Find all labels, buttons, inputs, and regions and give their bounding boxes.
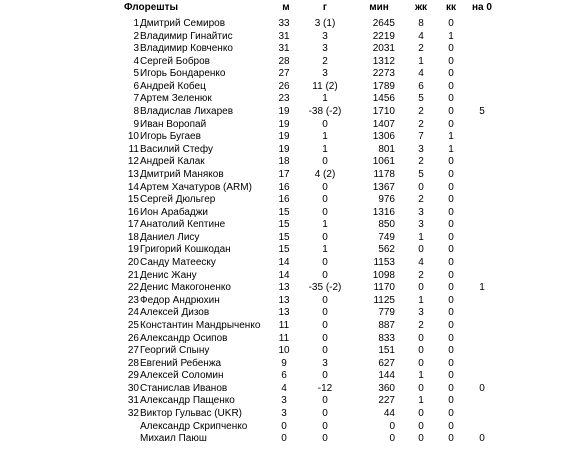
red-cards-cell: 0 <box>448 370 454 382</box>
player-name: Виктор Гульвас (UKR) <box>140 407 242 419</box>
yellow-cards-cell: 6 <box>418 80 424 92</box>
row-number: 14 <box>127 181 139 193</box>
row-number: 13 <box>127 168 139 180</box>
matches-cell: 4 <box>281 382 287 394</box>
yellow-cards-cell: 4 <box>418 257 424 269</box>
player-name: Александр Пащенко <box>140 395 235 407</box>
red-cards-cell: 0 <box>448 244 454 256</box>
matches-cell: 6 <box>281 370 287 382</box>
row-number: 15 <box>127 194 139 206</box>
player-name: Михаил Паюш <box>140 433 207 445</box>
yellow-cards-cell: 3 <box>418 219 424 231</box>
yellow-cards-cell: 1 <box>418 370 424 382</box>
yellow-cards-cell: 1 <box>418 231 424 243</box>
goals-cell: -38 (-2) <box>308 106 342 118</box>
goals-cell: 0 <box>322 407 328 419</box>
row-number: 11 <box>128 143 139 155</box>
minutes-cell: 1456 <box>372 93 395 105</box>
player-name: Сергей Бобров <box>140 55 210 67</box>
player-name: Евгений Ребенжа <box>140 357 222 369</box>
yellow-cards-cell: 2 <box>418 269 424 281</box>
red-cards-cell: 0 <box>448 80 454 92</box>
matches-cell: 13 <box>278 294 290 306</box>
table-row <box>0 243 580 256</box>
yellow-cards-cell: 4 <box>418 68 424 80</box>
minutes-cell: 779 <box>378 307 395 319</box>
header-red-cards: кк <box>445 2 456 13</box>
goals-cell: 1 <box>322 131 328 143</box>
red-cards-cell: 0 <box>448 194 454 206</box>
table-row <box>0 306 580 319</box>
yellow-cards-cell: 5 <box>418 168 424 180</box>
minutes-cell: 144 <box>378 370 395 382</box>
matches-cell: 0 <box>281 420 287 432</box>
red-cards-cell: 1 <box>448 131 454 143</box>
table-row <box>0 332 580 345</box>
goals-cell: 1 <box>322 143 328 155</box>
minutes-cell: 562 <box>378 244 395 256</box>
header-matches: м <box>282 2 290 13</box>
row-number: 4 <box>133 55 139 67</box>
yellow-cards-cell: 2 <box>418 319 424 331</box>
goals-cell: 4 (2) <box>314 168 336 180</box>
yellow-cards-cell: 0 <box>418 282 424 294</box>
row-number: 1 <box>133 18 139 29</box>
player-name: Даниел Лису <box>140 231 200 243</box>
table-row <box>0 105 580 118</box>
player-name: Дмитрий Семиров <box>140 18 226 29</box>
player-name: Андрей Кобец <box>140 80 206 92</box>
clean-sheets-cell: 1 <box>479 282 485 294</box>
goals-cell: 0 <box>322 319 328 331</box>
minutes-cell: 1178 <box>373 168 395 180</box>
minutes-cell: 627 <box>378 357 395 369</box>
row-number: 32 <box>127 407 139 419</box>
table-row <box>0 42 580 55</box>
goals-cell: 3 <box>322 68 328 80</box>
clean-sheets-cell: 0 <box>479 382 485 394</box>
row-number: 22 <box>127 282 139 294</box>
yellow-cards-cell: 2 <box>418 156 424 168</box>
table-header-row <box>0 1 580 14</box>
goals-cell: 3 <box>322 30 328 42</box>
table-row <box>0 30 580 43</box>
header-minutes: мин <box>369 2 389 13</box>
row-number: 5 <box>133 68 139 80</box>
red-cards-cell: 0 <box>448 433 454 445</box>
row-number: 28 <box>127 357 139 369</box>
player-name: Владимир Ковченко <box>140 43 233 55</box>
goals-cell: 1 <box>322 219 328 231</box>
goals-cell: 0 <box>322 257 328 269</box>
matches-cell: 31 <box>278 43 290 55</box>
table-row <box>0 269 580 282</box>
row-number: 18 <box>127 231 139 243</box>
matches-cell: 19 <box>278 118 290 130</box>
table-row <box>0 168 580 181</box>
row-number: 9 <box>133 118 139 130</box>
yellow-cards-cell: 2 <box>418 106 424 118</box>
minutes-cell: 976 <box>378 194 395 206</box>
minutes-cell: 44 <box>383 407 395 419</box>
table-row <box>0 432 580 445</box>
red-cards-cell: 1 <box>448 30 454 42</box>
table-row <box>0 92 580 105</box>
matches-cell: 9 <box>281 357 287 369</box>
goals-cell: 0 <box>322 420 328 432</box>
table-row <box>0 143 580 156</box>
player-name: Владимир Гинайтис <box>140 30 233 42</box>
red-cards-cell: 0 <box>448 395 454 407</box>
matches-cell: 23 <box>278 93 290 105</box>
minutes-cell: 2031 <box>372 43 395 55</box>
player-name: Станислав Иванов <box>140 382 228 394</box>
goals-cell: 0 <box>322 231 328 243</box>
minutes-cell: 1306 <box>372 131 395 143</box>
matches-cell: 17 <box>278 168 290 180</box>
red-cards-cell: 0 <box>448 68 454 80</box>
yellow-cards-cell: 0 <box>418 345 424 357</box>
row-number: 7 <box>133 93 139 105</box>
matches-cell: 19 <box>278 106 290 118</box>
minutes-cell: 2645 <box>372 18 395 29</box>
header-clean-sheets: на 0 <box>472 2 492 13</box>
table-row <box>0 55 580 68</box>
goals-cell: -35 (-2) <box>308 282 342 294</box>
goals-cell: 0 <box>322 345 328 357</box>
yellow-cards-cell: 4 <box>418 30 424 42</box>
matches-cell: 3 <box>281 395 287 407</box>
matches-cell: 16 <box>278 194 290 206</box>
matches-cell: 19 <box>278 143 290 155</box>
goals-cell: 0 <box>322 395 328 407</box>
row-number: 17 <box>127 219 139 231</box>
red-cards-cell: 0 <box>448 93 454 105</box>
player-name: Санду Матееску <box>140 257 216 269</box>
red-cards-cell: 0 <box>448 181 454 193</box>
player-name: Григорий Кошкодан <box>140 244 231 256</box>
header-yellow-cards: жк <box>414 2 428 13</box>
goals-cell: 0 <box>322 181 328 193</box>
table-row <box>0 193 580 206</box>
table-row <box>0 130 580 143</box>
goals-cell: 1 <box>322 244 328 256</box>
player-name: Дмитрий Маняков <box>140 168 224 180</box>
table-row <box>0 17 580 30</box>
goals-cell: 11 (2) <box>312 80 338 92</box>
row-number: 26 <box>127 332 139 344</box>
matches-cell: 3 <box>281 407 287 419</box>
player-name: Константин Мандрыченко <box>140 319 261 331</box>
yellow-cards-cell: 5 <box>418 93 424 105</box>
player-name: Денис Жану <box>140 269 197 281</box>
player-name: Иван Воропай <box>140 118 207 130</box>
row-number: 21 <box>127 269 139 281</box>
row-number: 3 <box>133 43 139 55</box>
table-row <box>0 67 580 80</box>
goals-cell: 0 <box>322 194 328 206</box>
yellow-cards-cell: 3 <box>418 307 424 319</box>
yellow-cards-cell: 0 <box>418 407 424 419</box>
minutes-cell: 1710 <box>372 106 395 118</box>
table-row <box>0 369 580 382</box>
yellow-cards-cell: 2 <box>418 118 424 130</box>
matches-cell: 14 <box>278 269 290 281</box>
goals-cell: 3 <box>322 357 328 369</box>
matches-cell: 10 <box>278 345 290 357</box>
matches-cell: 13 <box>278 307 290 319</box>
table-row <box>0 118 580 131</box>
table-row <box>0 231 580 244</box>
row-number: 27 <box>127 345 139 357</box>
goals-cell: 0 <box>322 332 328 344</box>
goals-cell: 1 <box>322 93 328 105</box>
red-cards-cell: 0 <box>448 307 454 319</box>
red-cards-cell: 0 <box>448 382 454 394</box>
goals-cell: -12 <box>317 382 333 394</box>
red-cards-cell: 0 <box>448 206 454 218</box>
red-cards-cell: 0 <box>448 18 454 29</box>
yellow-cards-cell: 0 <box>418 332 424 344</box>
yellow-cards-cell: 2 <box>418 43 424 55</box>
red-cards-cell: 0 <box>448 55 454 67</box>
matches-cell: 0 <box>281 433 287 445</box>
red-cards-cell: 0 <box>448 231 454 243</box>
goals-cell: 0 <box>322 156 328 168</box>
table-row <box>0 382 580 395</box>
table-row <box>0 319 580 332</box>
player-name: Анатолий Кептине <box>140 219 226 231</box>
matches-cell: 33 <box>278 18 290 29</box>
minutes-cell: 887 <box>378 319 395 331</box>
minutes-cell: 749 <box>378 231 395 243</box>
red-cards-cell: 0 <box>448 168 454 180</box>
minutes-cell: 801 <box>378 143 395 155</box>
goals-cell: 3 (1) <box>314 18 336 29</box>
row-number: 31 <box>127 395 139 407</box>
matches-cell: 16 <box>278 181 290 193</box>
player-name: Игорь Бугаев <box>140 131 201 143</box>
goals-cell: 0 <box>322 307 328 319</box>
goals-cell: 0 <box>322 370 328 382</box>
red-cards-cell: 1 <box>448 143 454 155</box>
red-cards-cell: 0 <box>448 357 454 369</box>
red-cards-cell: 0 <box>448 407 454 419</box>
player-name: Денис Макогоненко <box>140 282 231 294</box>
player-name: Игорь Бондаренко <box>140 68 226 80</box>
table-row <box>0 206 580 219</box>
minutes-cell: 1153 <box>373 257 395 269</box>
red-cards-cell: 0 <box>448 282 454 294</box>
red-cards-cell: 0 <box>448 332 454 344</box>
minutes-cell: 1316 <box>372 206 395 218</box>
row-number: 25 <box>127 319 139 331</box>
goals-cell: 0 <box>322 294 328 306</box>
matches-cell: 26 <box>278 80 290 92</box>
yellow-cards-cell: 1 <box>418 294 424 306</box>
player-name: Алексей Дизов <box>140 307 210 319</box>
minutes-cell: 2219 <box>372 30 395 42</box>
table-row <box>0 294 580 307</box>
table-row <box>0 407 580 420</box>
minutes-cell: 0 <box>389 420 395 432</box>
red-cards-cell: 0 <box>448 345 454 357</box>
goals-cell: 0 <box>322 269 328 281</box>
row-number: 29 <box>127 370 139 382</box>
yellow-cards-cell: 0 <box>418 181 424 193</box>
player-name: Владислав Лихарев <box>140 106 234 118</box>
matches-cell: 14 <box>278 257 290 269</box>
player-name: Георгий Спыну <box>140 345 210 357</box>
player-name: Алексей Соломин <box>140 370 224 382</box>
red-cards-cell: 0 <box>448 43 454 55</box>
row-number: 6 <box>133 80 139 92</box>
red-cards-cell: 0 <box>448 257 454 269</box>
minutes-cell: 1125 <box>373 294 395 306</box>
row-number: 30 <box>127 382 139 394</box>
table-row <box>0 218 580 231</box>
table-row <box>0 155 580 168</box>
player-name: Сергей Дюльгер <box>140 194 216 206</box>
table-row <box>0 80 580 93</box>
yellow-cards-cell: 3 <box>418 143 424 155</box>
matches-cell: 15 <box>278 244 290 256</box>
matches-cell: 18 <box>278 156 290 168</box>
matches-cell: 15 <box>278 206 290 218</box>
row-number: 24 <box>127 307 139 319</box>
row-number: 10 <box>127 131 139 143</box>
yellow-cards-cell: 0 <box>418 382 424 394</box>
clean-sheets-cell: 0 <box>479 433 485 445</box>
yellow-cards-cell: 7 <box>418 131 424 143</box>
minutes-cell: 850 <box>378 219 395 231</box>
red-cards-cell: 0 <box>448 219 454 231</box>
matches-cell: 28 <box>278 55 290 67</box>
goals-cell: 0 <box>322 118 328 130</box>
minutes-cell: 2273 <box>372 68 395 80</box>
table-row <box>0 281 580 294</box>
red-cards-cell: 0 <box>448 106 454 118</box>
goals-cell: 2 <box>322 55 328 67</box>
matches-cell: 11 <box>278 332 290 344</box>
yellow-cards-cell: 2 <box>418 194 424 206</box>
minutes-cell: 1312 <box>372 55 395 67</box>
table-row <box>0 344 580 357</box>
clean-sheets-cell: 5 <box>479 106 485 118</box>
header-goals: г <box>322 2 328 13</box>
yellow-cards-cell: 1 <box>418 55 424 67</box>
minutes-cell: 1098 <box>372 269 395 281</box>
table-row <box>0 420 580 433</box>
row-number: 8 <box>133 106 139 118</box>
player-name: Артем Зеленюк <box>140 93 212 105</box>
yellow-cards-cell: 0 <box>418 357 424 369</box>
player-name: Федор Андрюхин <box>140 294 220 306</box>
red-cards-cell: 0 <box>448 319 454 331</box>
goals-cell: 3 <box>322 43 328 55</box>
minutes-cell: 1170 <box>373 282 395 294</box>
yellow-cards-cell: 3 <box>418 206 424 218</box>
minutes-cell: 833 <box>378 332 395 344</box>
goals-cell: 0 <box>322 206 328 218</box>
row-number: 20 <box>127 257 139 269</box>
row-number: 12 <box>127 156 139 168</box>
minutes-cell: 1367 <box>372 181 395 193</box>
red-cards-cell: 0 <box>448 294 454 306</box>
table-row <box>0 394 580 407</box>
yellow-cards-cell: 1 <box>418 395 424 407</box>
minutes-cell: 1407 <box>372 118 395 130</box>
red-cards-cell: 0 <box>448 118 454 130</box>
table-row <box>0 357 580 370</box>
goals-cell: 0 <box>322 433 328 445</box>
table-row <box>0 256 580 269</box>
red-cards-cell: 0 <box>448 269 454 281</box>
minutes-cell: 1789 <box>372 80 395 92</box>
row-number: 16 <box>127 206 139 218</box>
matches-cell: 15 <box>278 231 290 243</box>
player-name: Ион Арабаджи <box>140 206 209 218</box>
matches-cell: 19 <box>278 131 290 143</box>
minutes-cell: 1061 <box>372 156 395 168</box>
matches-cell: 27 <box>278 68 290 80</box>
yellow-cards-cell: 0 <box>418 433 424 445</box>
player-name: Артем Хачатуров (ARM) <box>140 181 252 193</box>
matches-cell: 13 <box>278 282 290 294</box>
header-team-name: Флорешты <box>124 2 179 13</box>
red-cards-cell: 0 <box>448 420 454 432</box>
red-cards-cell: 0 <box>448 156 454 168</box>
yellow-cards-cell: 0 <box>418 420 424 432</box>
row-number: 19 <box>127 244 139 256</box>
player-name: Александр Осипов <box>140 332 228 344</box>
row-number: 23 <box>127 294 139 306</box>
table-row <box>0 181 580 194</box>
yellow-cards-cell: 8 <box>418 18 424 29</box>
player-name: Андрей Калак <box>140 156 205 168</box>
matches-cell: 11 <box>278 319 290 331</box>
matches-cell: 31 <box>278 30 290 42</box>
minutes-cell: 227 <box>378 395 395 407</box>
minutes-cell: 360 <box>378 382 395 394</box>
yellow-cards-cell: 0 <box>418 244 424 256</box>
row-number: 2 <box>133 30 139 42</box>
minutes-cell: 151 <box>378 345 395 357</box>
player-name: Александр Скрипченко <box>140 420 248 432</box>
player-name: Василий Стефу <box>140 143 213 155</box>
minutes-cell: 0 <box>389 433 395 445</box>
matches-cell: 15 <box>278 219 290 231</box>
